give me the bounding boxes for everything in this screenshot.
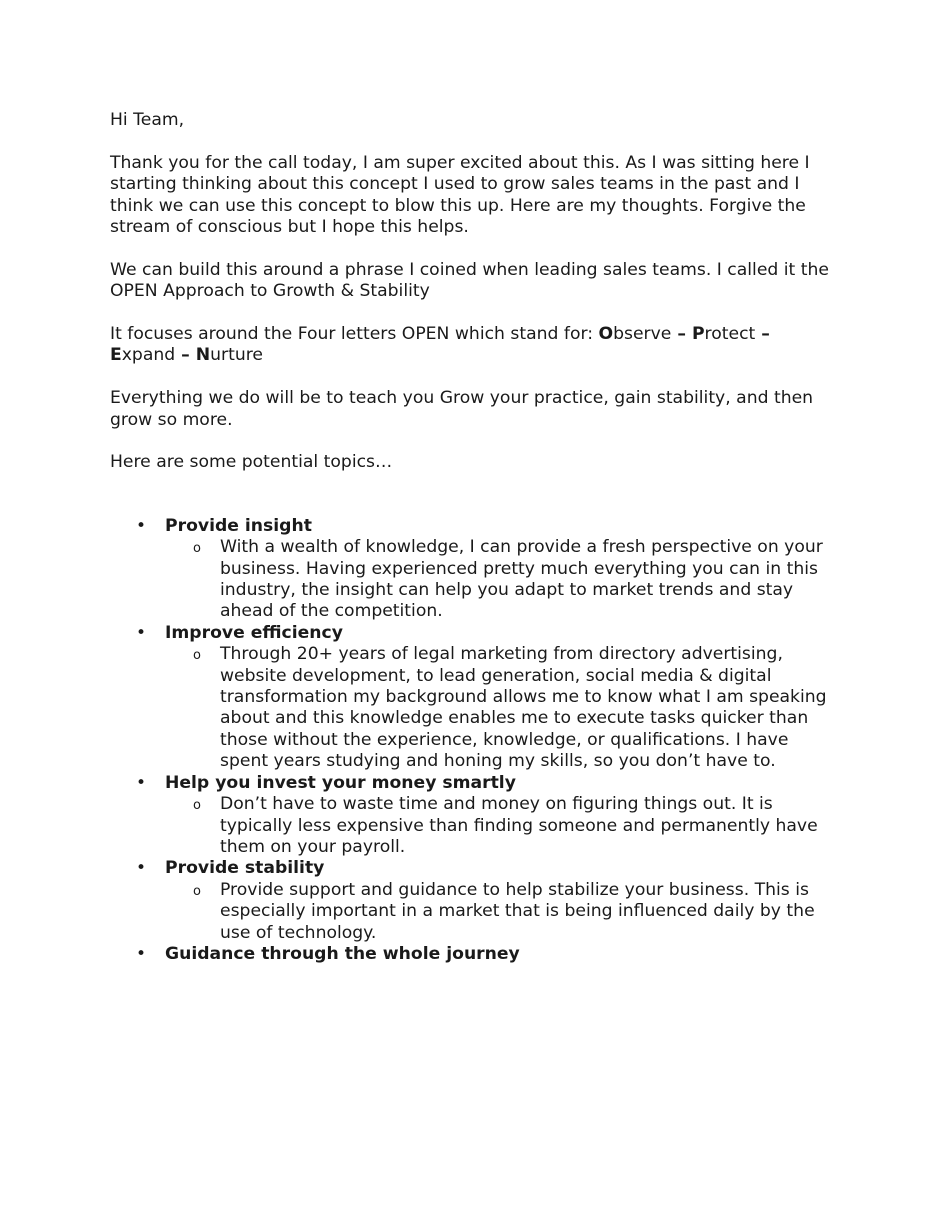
topic-detail-text: Through 20+ years of legal marketing from directory advertising, website development, to lead generation, social media & digital transformation my background allows me to know what I am speaking about and this knowledge enables me to execute tasks quicker than those without the experience, knowledge, or qualifications. I have spent years studying and honing my skills, so you don’t have to. [220, 644, 827, 772]
mission-paragraph: Everything we do will be to teach you Grow your practice, gain stability, and then grow so more. [110, 388, 814, 430]
intro-paragraph: Thank you for the call today, I am super excited about this. As I was sitting here I starting thinking about this concept I used to grow sales teams in the past and I think we can use this concept to blow this up. Here are my thoughts. Forgive the stream of conscious but I hope this helps. [110, 152, 810, 238]
open-letters-prefix: It focuses around the Four letters OPEN which stand for: [110, 324, 599, 345]
open-separator: – [671, 324, 692, 345]
greeting: Hi Team, [110, 110, 185, 130]
topic-title: Guidance through the whole journey [165, 943, 520, 964]
list-item [110, 516, 840, 623]
topic-detail-list [165, 644, 840, 772]
open-letter-e: E [110, 345, 122, 366]
circle-bullet-icon: o [193, 798, 201, 814]
open-letter-o: O [598, 324, 614, 345]
open-word-nurture: urture [210, 345, 263, 366]
topics-list [110, 516, 840, 966]
topic-detail-text: Don’t have to waste time and money on figuring things out. It is typically less expensive than finding someone and permanently have them on your payroll. [220, 794, 818, 857]
topic-detail-text: Provide support and guidance to help stabilize your business. This is especially important in a market that is being influenced daily by the use of technology. [220, 879, 815, 943]
topics-intro: Here are some potential topics… [110, 452, 393, 473]
topic-title: Help you invest your money smartly [165, 772, 516, 793]
open-word-expand: xpand [121, 345, 176, 366]
bullet-icon: • [136, 622, 147, 643]
open-letter-n: N [195, 345, 211, 366]
topic-detail-text: With a wealth of knowledge, I can provide a fresh perspective on your business. Having experienced pretty much everything you can in this industry, the insight can help you adapt to market trends and stay ahead of the competition. [220, 537, 823, 622]
bullet-icon: • [136, 858, 147, 879]
topic-detail-list [165, 794, 840, 858]
list-item [110, 944, 840, 965]
bullet-icon: • [136, 515, 147, 536]
circle-bullet-icon: o [193, 648, 201, 664]
list-item [110, 858, 840, 944]
open-separator: – [755, 324, 770, 345]
open-separator: – [175, 345, 196, 366]
bullet-icon: • [136, 943, 147, 964]
circle-bullet-icon: o [193, 883, 201, 899]
topic-detail [165, 644, 840, 772]
list-item [110, 773, 840, 859]
list-item [110, 623, 840, 773]
open-word-protect: rotect [704, 324, 756, 345]
topic-title: Provide insight [165, 515, 312, 536]
bullet-icon: • [136, 772, 147, 793]
document-page [110, 110, 840, 965]
open-letters-paragraph [110, 324, 840, 367]
topic-title: Provide stability [165, 858, 325, 879]
topic-detail-list [165, 537, 840, 623]
open-approach-paragraph: We can build this around a phrase I coined when leading sales teams. I called it the OPEN Approach to Growth & Stability [110, 259, 829, 302]
open-word-observe: bserve [613, 324, 672, 345]
topic-detail-list [165, 880, 840, 944]
topic-title: Improve efficiency [165, 622, 343, 643]
topic-detail [165, 537, 840, 623]
topic-detail [165, 880, 840, 944]
open-letter-p: P [691, 324, 705, 345]
circle-bullet-icon: o [193, 541, 201, 557]
topic-detail [165, 794, 840, 858]
